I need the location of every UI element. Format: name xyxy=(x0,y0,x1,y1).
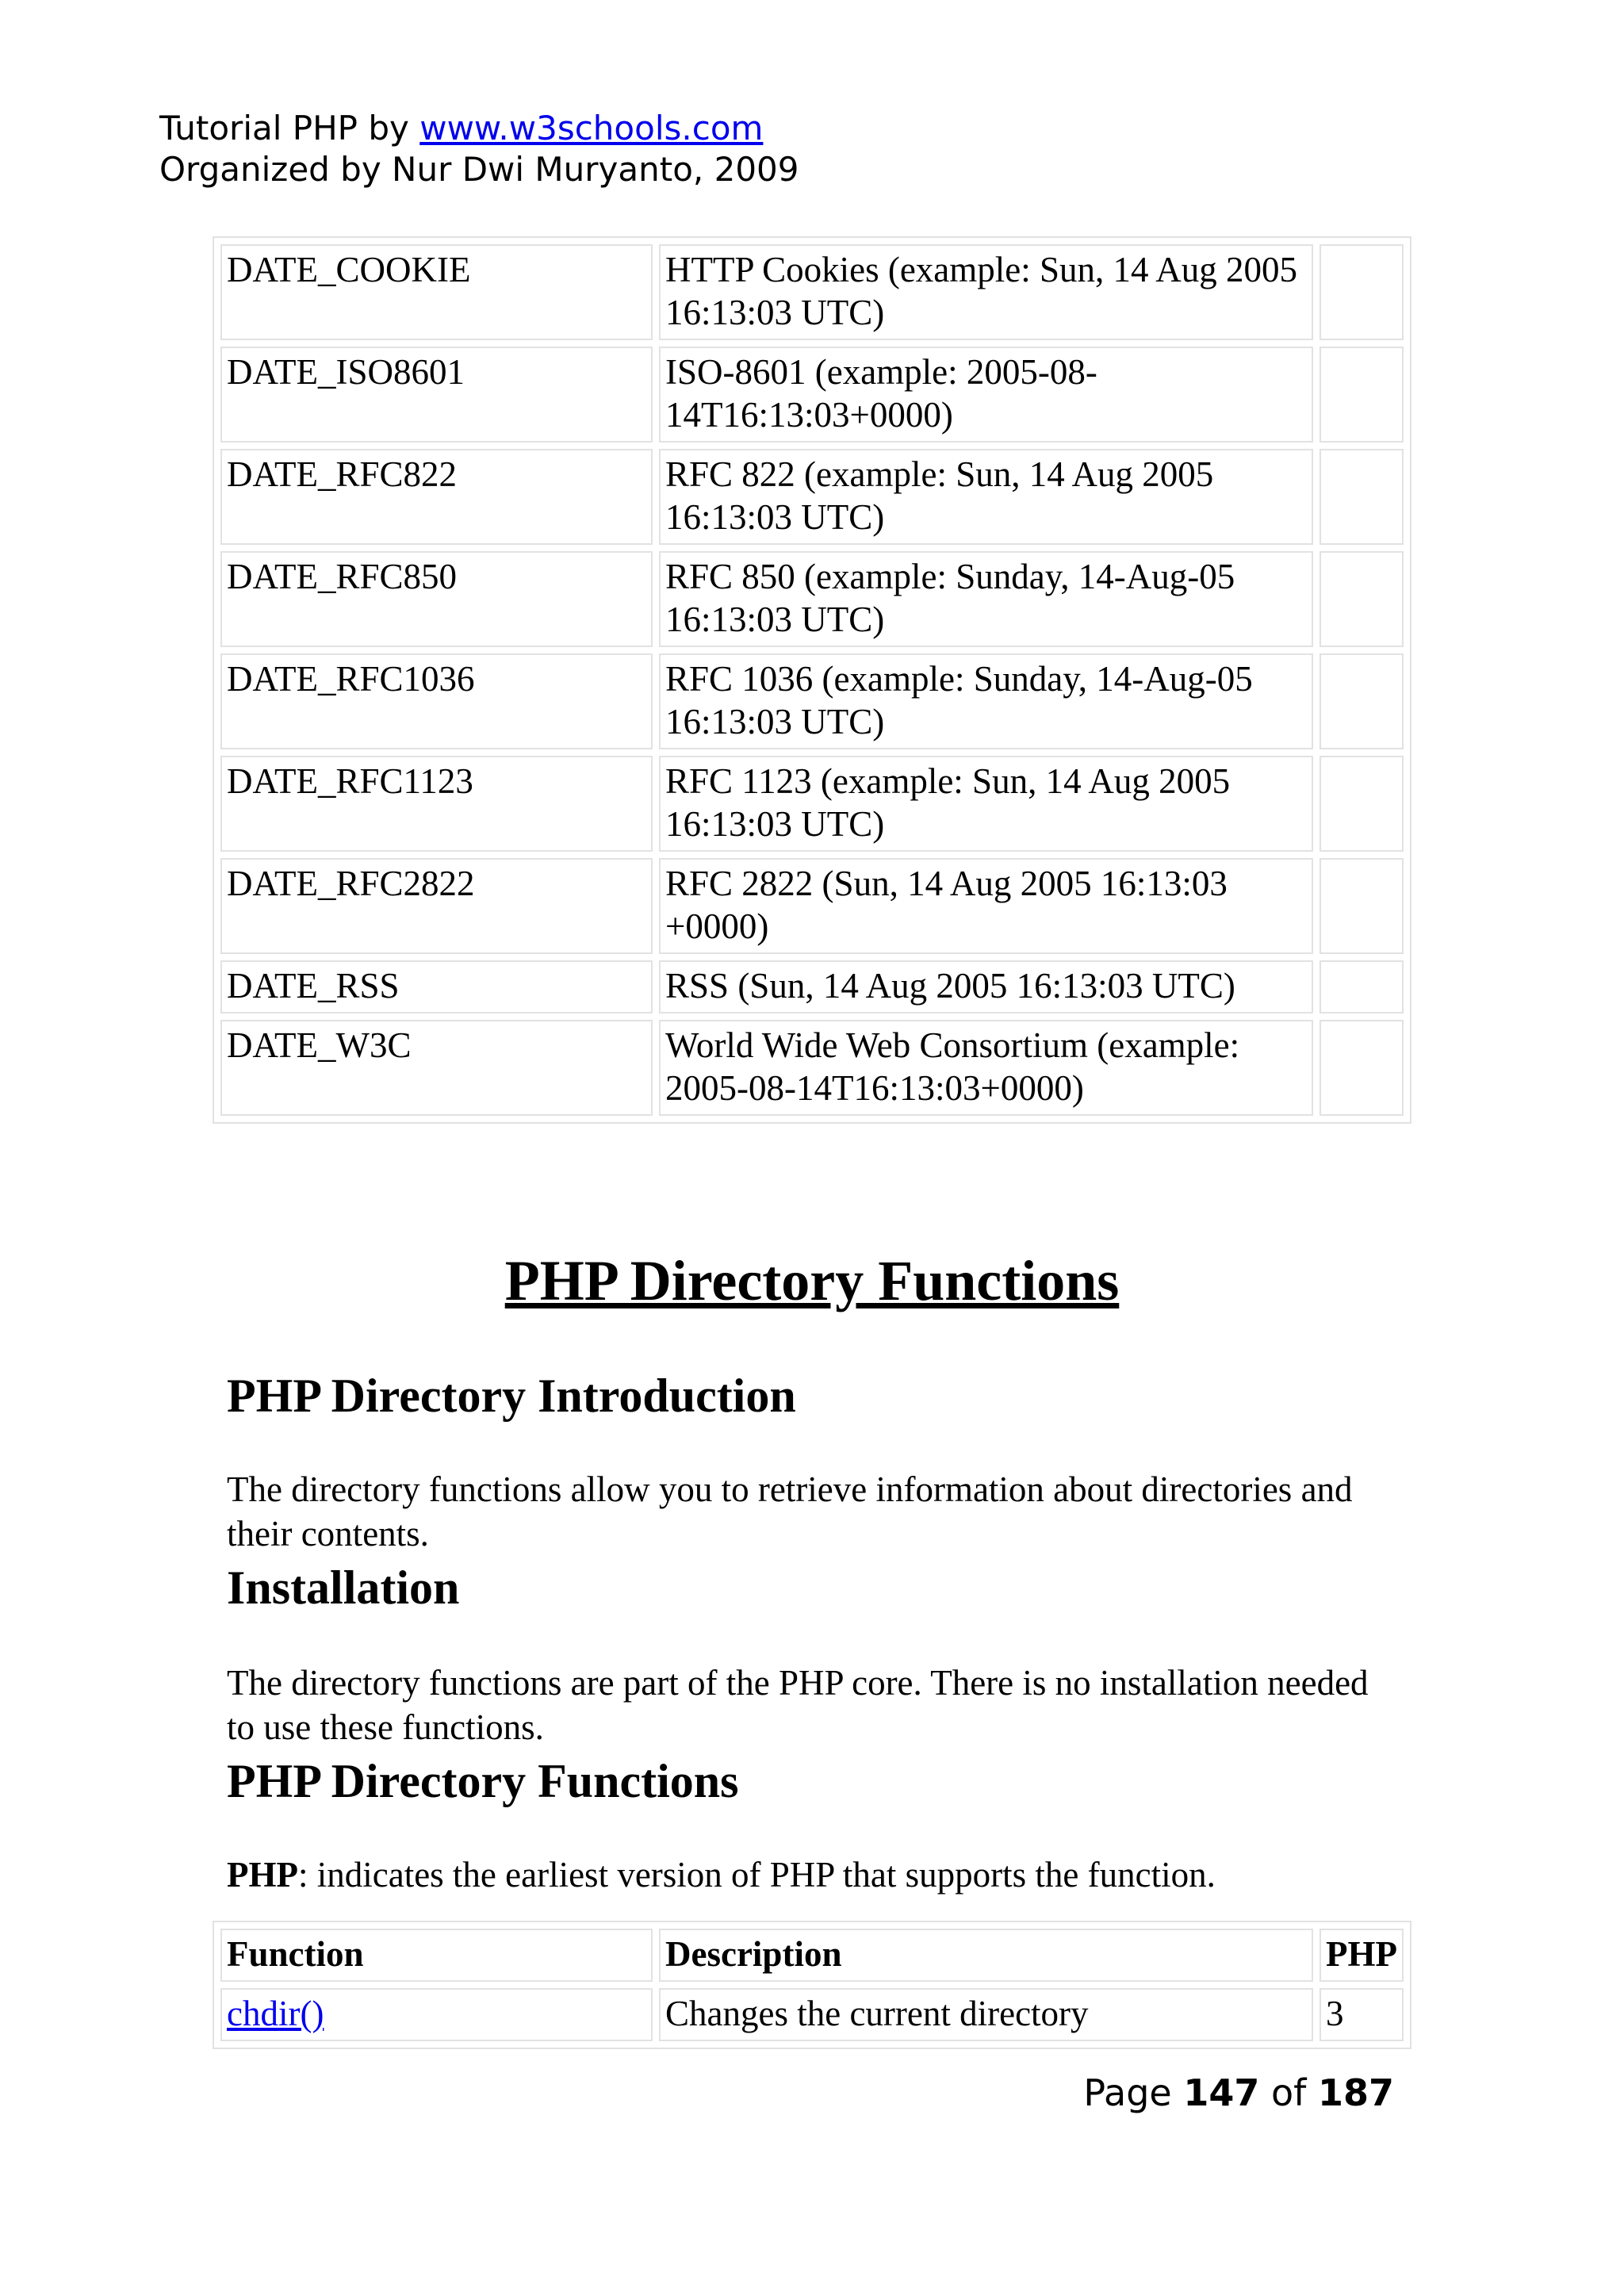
constant-php xyxy=(1320,858,1404,954)
installation-heading: Installation xyxy=(227,1561,460,1614)
column-header-php: PHP xyxy=(1320,1929,1404,1982)
table-row xyxy=(220,653,1404,749)
directory-functions-table xyxy=(213,1921,1411,2049)
page-total: 187 xyxy=(1317,2071,1394,2114)
constant-description: World Wide Web Consortium (example: 2005-08-14T16:13:03+0000) xyxy=(659,1020,1313,1116)
table-row xyxy=(220,1988,1404,2041)
table-row xyxy=(220,244,1404,340)
constant-php xyxy=(1320,1020,1404,1116)
php-note-bold: PHP xyxy=(227,1855,298,1895)
function-cell xyxy=(220,1988,653,2041)
function-php-version: 3 xyxy=(1320,1988,1404,2041)
function-description: Changes the current directory xyxy=(659,1988,1313,2041)
constant-description: ISO-8601 (example: 2005-08-14T16:13:03+0000) xyxy=(659,347,1313,443)
installation-text: The directory functions are part of the PHP core. There is no installation needed to use these functions. xyxy=(227,1663,1369,1747)
php-version-note xyxy=(227,1852,1392,1897)
constant-description: RSS (Sun, 14 Aug 2005 16:13:03 UTC) xyxy=(659,960,1313,1013)
intro-heading: PHP Directory Introduction xyxy=(227,1370,796,1422)
page-label: Page xyxy=(1083,2071,1184,2114)
table-row xyxy=(220,551,1404,647)
constant-name: DATE_W3C xyxy=(220,1020,653,1116)
page-title: PHP Directory Functions xyxy=(504,1249,1120,1312)
functions-heading: PHP Directory Functions xyxy=(227,1755,739,1807)
column-header-description: Description xyxy=(659,1929,1313,1982)
constant-php xyxy=(1320,551,1404,647)
table-row xyxy=(220,449,1404,545)
header-line-2: Organized by Nur Dwi Muryanto, 2009 xyxy=(159,150,799,189)
date-constants-table xyxy=(213,236,1411,1124)
constant-description: RFC 2822 (Sun, 14 Aug 2005 16:13:03 +0000) xyxy=(659,858,1313,954)
constant-description: RFC 1036 (example: Sunday, 14-Aug-05 16:13:03 UTC) xyxy=(659,653,1313,749)
table-header-row xyxy=(220,1929,1404,1982)
constant-php xyxy=(1320,756,1404,852)
constant-php xyxy=(1320,960,1404,1013)
constant-name: DATE_RFC1036 xyxy=(220,653,653,749)
constant-name: DATE_ISO8601 xyxy=(220,347,653,443)
header-line-1 xyxy=(159,108,799,149)
constant-description: RFC 822 (example: Sun, 14 Aug 2005 16:13:03 UTC) xyxy=(659,449,1313,545)
header-prefix: Tutorial PHP by xyxy=(159,109,420,148)
page-current: 147 xyxy=(1183,2071,1260,2114)
constant-name: DATE_RFC850 xyxy=(220,551,653,647)
constant-php xyxy=(1320,653,1404,749)
column-header-function: Function xyxy=(220,1929,653,1982)
constant-description: RFC 1123 (example: Sun, 14 Aug 2005 16:13:03 UTC) xyxy=(659,756,1313,852)
constant-php xyxy=(1320,347,1404,443)
table-row xyxy=(220,1020,1404,1116)
constant-php xyxy=(1320,244,1404,340)
php-note-text: : indicates the earliest version of PHP that supports the function. xyxy=(297,1855,1216,1895)
constant-description: RFC 850 (example: Sunday, 14-Aug-05 16:13:03 UTC) xyxy=(659,551,1313,647)
page-header xyxy=(159,108,799,190)
page-of: of xyxy=(1259,2071,1318,2114)
constant-php xyxy=(1320,449,1404,545)
table-row xyxy=(220,756,1404,852)
constant-name: DATE_COOKIE xyxy=(220,244,653,340)
chdir-link[interactable]: chdir() xyxy=(227,1994,324,2033)
constant-name: DATE_RSS xyxy=(220,960,653,1013)
w3schools-link[interactable]: www.w3schools.com xyxy=(419,109,764,148)
table-row xyxy=(220,960,1404,1013)
table-row xyxy=(220,347,1404,443)
intro-text: The directory functions allow you to retrieve information about directories and their contents. xyxy=(227,1469,1353,1554)
constant-description: HTTP Cookies (example: Sun, 14 Aug 2005 16:13:03 UTC) xyxy=(659,244,1313,340)
page-number xyxy=(1083,2071,1394,2114)
table-row xyxy=(220,858,1404,954)
constant-name: DATE_RFC1123 xyxy=(220,756,653,852)
constant-name: DATE_RFC2822 xyxy=(220,858,653,954)
constant-name: DATE_RFC822 xyxy=(220,449,653,545)
